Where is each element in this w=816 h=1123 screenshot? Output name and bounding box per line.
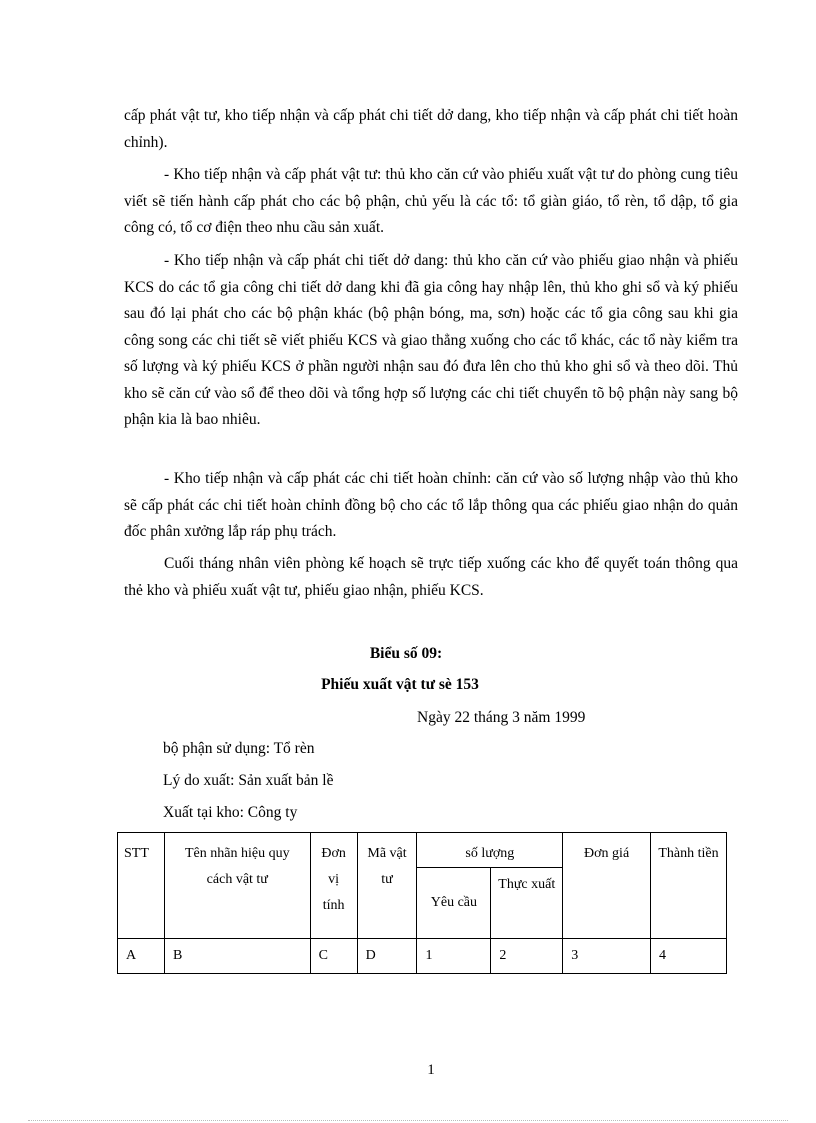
paragraph-month-end: Cuối tháng nhân viên phòng kế hoạch sẽ trực tiếp xuống các kho để quyết toán thông qua thẻ kho và phiếu xuất vật tư, phiếu giao nhận, phiếu KCS. bbox=[124, 555, 738, 599]
code-cell: 1 bbox=[417, 939, 491, 974]
code-cell: A bbox=[118, 939, 165, 974]
header-stt: STT bbox=[118, 833, 165, 939]
form-warehouse: Xuất tại kho: Công ty bbox=[163, 804, 298, 821]
header-quantity: số lượng bbox=[417, 833, 563, 868]
form-department: bộ phận sử dụng: Tổ rèn bbox=[163, 740, 315, 757]
code-cell: B bbox=[164, 939, 310, 974]
header-total: Thành tiền bbox=[651, 833, 727, 939]
code-cell: D bbox=[357, 939, 417, 974]
material-issue-table bbox=[117, 832, 727, 974]
code-cell: 4 bbox=[651, 939, 727, 974]
page-number: 1 bbox=[427, 1062, 435, 1078]
form-reason: Lý do xuất: Sản xuất bản lề bbox=[163, 772, 334, 789]
header-unit: Đơn vị tính bbox=[310, 833, 357, 939]
form-heading: Biểu số 09: bbox=[369, 645, 443, 662]
header-material-code: Mã vật tư bbox=[357, 833, 417, 939]
header-requested: Yêu cầu bbox=[417, 868, 491, 939]
paragraph-material-warehouse: - Kho tiếp nhận và cấp phát vật tư: thủ kho căn cứ vào phiếu xuất vật tư do phòng cung tiêu viết sẽ tiến hành cấp phát cho các bộ phận, chủ yếu là các tổ: tổ giàn giáo, tổ rèn, tổ dập, tổ gia công có, tổ cơ điện theo nhu cầu sản xuất. bbox=[124, 166, 738, 236]
header-item-name: Tên nhãn hiệu quy cách vật tư bbox=[164, 833, 310, 939]
header-actual: Thực xuất bbox=[491, 868, 563, 939]
code-cell: 3 bbox=[563, 939, 651, 974]
form-title: Phiếu xuất vật tư sè 153 bbox=[321, 676, 479, 693]
header-unit-price: Đơn giá bbox=[563, 833, 651, 939]
paragraph-wip-warehouse: - Kho tiếp nhận và cấp phát chi tiết dở dang: thủ kho căn cứ vào phiếu giao nhận và phiếu KCS do các tổ gia công chi tiết dở dang khi đã gia công hay nhập lên, thủ kho ghi sổ và ký phiếu sau đó lại phát cho các bộ phận khác (bộ phận bóng, ma, sơn) hoặc các tổ gia công sau khi gia công song các chi tiết sẽ viết phiếu KCS và giao thẳng xuống cho các tổ khác, các tổ này kiểm tra số lượng và ký phiếu KCS ở phần người nhận sau đó đưa lên cho thủ kho ghi sổ và theo dõi. Thủ kho sẽ căn cứ vào sổ để theo dõi và tổng hợp số lượng các chi tiết chuyển tõ bộ phận này sang bộ phận kia là bao nhiêu. bbox=[124, 252, 738, 428]
paragraph-finished-warehouse: - Kho tiếp nhận và cấp phát các chi tiết hoàn chỉnh: căn cứ vào số lượng nhập vào thủ kho sẽ cấp phát các chi tiết hoàn chỉnh đồng bộ cho các tổ lắp thông qua các phiếu giao nhận do quản đốc phân xưởng lắp ráp phụ trách. bbox=[124, 470, 738, 540]
table-row bbox=[118, 939, 727, 974]
paragraph-intro: cấp phát vật tư, kho tiếp nhận và cấp phát chi tiết dở dang, kho tiếp nhận và cấp phát chi tiết hoàn chỉnh). bbox=[124, 107, 738, 151]
page-bottom-divider bbox=[28, 1120, 788, 1121]
code-cell: 2 bbox=[491, 939, 563, 974]
form-date: Ngày 22 tháng 3 năm 1999 bbox=[417, 709, 586, 726]
code-cell: C bbox=[310, 939, 357, 974]
